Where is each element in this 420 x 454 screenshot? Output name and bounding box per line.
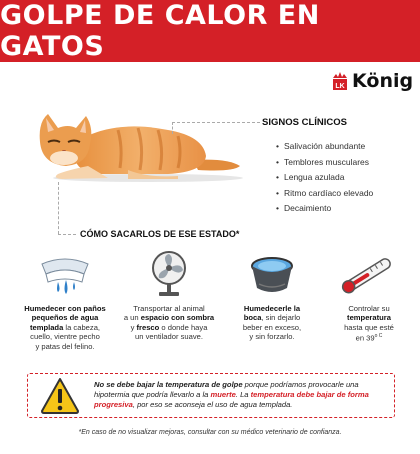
water-bowl-icon — [247, 250, 297, 298]
step-text: en 39 — [355, 333, 375, 343]
step-text: boca — [243, 313, 262, 323]
step-text: temperatura — [347, 313, 391, 323]
brand-name: König — [352, 70, 414, 92]
warning-text-part: temperatura debe bajar de forma progresiva — [94, 390, 369, 409]
connector-line — [58, 182, 59, 234]
thermometer-icon — [337, 250, 401, 298]
step-water-bowl — [222, 250, 322, 342]
warning-text-part: porque podríamos provocarle una — [242, 380, 359, 389]
step-text: templada — [29, 322, 64, 332]
list-item: • Decaimiento — [276, 201, 373, 217]
list-item: • Ritmo cardíaco elevado — [276, 186, 373, 202]
warning-box — [27, 373, 395, 418]
list-item: • Temblores musculares — [276, 155, 373, 171]
warning-text-part: hipotermia — [94, 390, 130, 399]
step-text: Transportar al animal — [133, 304, 205, 313]
step-text: o C — [374, 333, 383, 340]
step-text: cuello, vientre pecho — [30, 332, 100, 342]
connector-line — [172, 122, 173, 134]
step-text: pequeños de agua — [31, 313, 99, 323]
connector-line — [58, 234, 76, 235]
signs-list — [276, 139, 373, 217]
step-text: , sin dejarlo — [261, 313, 301, 323]
warning-text-part: , por eso se aconseja el uso de agua templada. — [132, 400, 293, 409]
wet-towel-icon — [36, 250, 94, 298]
fan-icon — [147, 250, 191, 298]
step-shade — [114, 250, 224, 342]
step-text: o donde haya — [159, 322, 208, 332]
step-text: y patas del felino. — [35, 341, 95, 351]
step-text: a un — [123, 313, 141, 323]
step-text: un ventilador suave. — [135, 332, 203, 342]
crown-icon — [332, 71, 348, 91]
step-text: fresco — [136, 322, 160, 332]
warning-text-part: que podría llevarlo a la — [129, 390, 211, 399]
step-text: beber en exceso, — [242, 322, 302, 332]
warning-icon — [40, 377, 80, 415]
step-text: la cabeza, — [63, 322, 101, 332]
list-item: • Salivación abundante — [276, 139, 373, 155]
warning-text-part: muerte — [210, 390, 236, 399]
how-title: CÓMO SACARLOS DE ESE ESTADO* — [80, 229, 240, 239]
step-text: y sin forzarlo. — [249, 332, 295, 342]
step-text: Humedecer con paños — [24, 304, 106, 313]
page-title: GOLPE DE CALOR EN GATOS — [0, 0, 320, 62]
step-text: Humedecerle la — [243, 304, 301, 313]
step-text: espacio con sombra — [140, 313, 215, 323]
brand-mark-text: LK — [335, 83, 345, 90]
step-wet-towel — [14, 250, 116, 351]
signs-title: SIGNOS CLÍNICOS — [262, 117, 347, 128]
title-banner — [0, 0, 420, 62]
footnote: *En caso de no visualizar mejoras, consultar con su médico veterinario de confianza. — [78, 429, 342, 436]
brand-logo — [332, 69, 414, 93]
step-thermometer — [322, 250, 416, 343]
warning-text-part: No se debe bajar la temperatura de golpe — [94, 380, 243, 389]
step-text: y — [130, 322, 137, 332]
step-text: hasta que esté — [344, 322, 394, 332]
connector-line — [172, 122, 260, 123]
list-item: • Lengua azulada — [276, 170, 373, 186]
step-text: Controlar su — [348, 304, 390, 313]
warning-text-part: . La — [235, 390, 251, 399]
cat-illustration — [28, 108, 243, 183]
warning-text — [94, 380, 392, 410]
